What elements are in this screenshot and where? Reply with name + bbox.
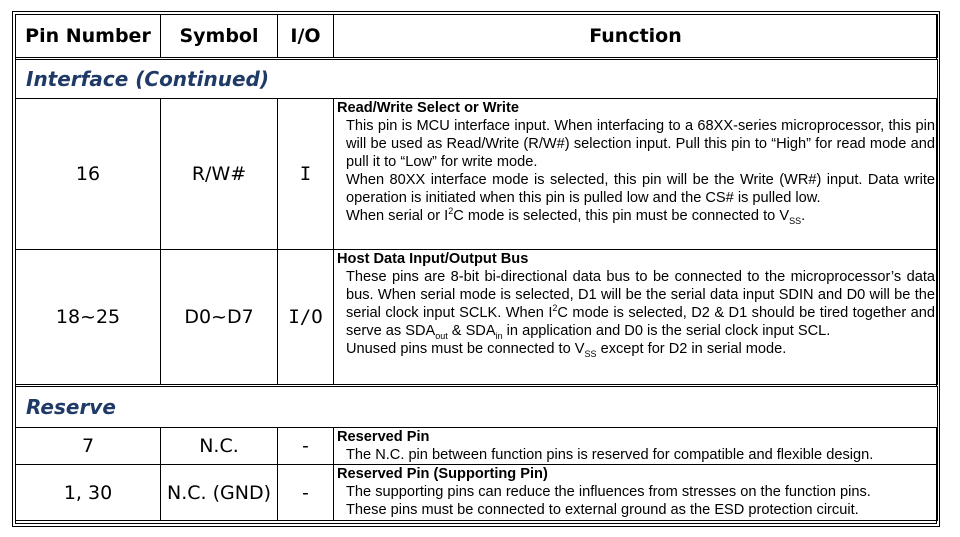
header-pin-number: Pin Number	[16, 15, 161, 59]
io-cell: -	[278, 428, 334, 465]
table-row	[16, 99, 938, 250]
symbol-cell: N.C. (GND)	[161, 465, 278, 521]
function-title: Read/Write Select or Write	[337, 100, 519, 116]
function-text: Unused pins must be connected to $V_{SS}$ except for D2 in serial mode.	[346, 341, 787, 359]
section-row-interface	[16, 59, 938, 99]
function-text: The N.C. pin between function pins is reserved for compatible and flexible design.	[346, 447, 874, 463]
pin-number-cell: 7	[16, 428, 161, 465]
function-title: Reserved Pin (Supporting Pin)	[337, 466, 548, 482]
io-cell: -	[278, 465, 334, 521]
table-row	[16, 465, 938, 521]
header-io: I/O	[278, 15, 334, 59]
section-row-reserve	[16, 386, 938, 428]
function-text: These pins must be connected to external ground as the ESD protection circuit.	[346, 502, 859, 518]
function-text: This pin is MCU interface input. When interfacing to a 68XX-series microprocessor, this pin will be used as Read/Write (R/W#) selection input. Pull this pin to “High” for read mode and pull it to “Low” for write mode.	[346, 118, 935, 170]
symbol-cell: N.C.	[161, 428, 278, 465]
section-title-interface: Interface (Continued)	[26, 67, 269, 91]
function-text: When 80XX interface mode is selected, this pin will be the Write (WR#) input. Data write operation is initiated when this pin is pulled low and the CS# is pulled low.	[346, 172, 935, 206]
function-cell	[334, 250, 938, 386]
function-cell	[334, 428, 938, 465]
io-cell: I/O	[278, 250, 334, 386]
table-row	[16, 428, 938, 465]
function-title: Reserved Pin	[337, 429, 430, 445]
header-symbol: Symbol	[161, 15, 278, 59]
section-title-reserve: Reserve	[26, 395, 116, 419]
header-row	[16, 15, 938, 59]
header-function: Function	[334, 15, 938, 59]
function-title: Host Data Input/Output Bus	[337, 251, 529, 267]
symbol-cell: D0~D7	[161, 250, 278, 386]
io-cell: I	[278, 99, 334, 250]
function-cell	[334, 465, 938, 521]
function-text: When serial or $I^2C$ mode is selected, this pin must be connected to $V_{SS}$.	[346, 206, 806, 226]
pin-number-cell: 16	[16, 99, 161, 250]
function-cell	[334, 99, 938, 250]
table-row	[16, 250, 938, 386]
function-text: These pins are 8-bit bi-directional data bus to be connected to the microprocessor’s data bus. When serial mode is selected, D1 will be the serial data input SDIN and D0 will be the serial clock input SCLK. When $I^2C$ mode is selected, D2 & D1 should be tired together and serve as $SDA_{out}$ & $SDA_{in}$ in application and D0 is the serial clock input SCL.	[346, 269, 935, 341]
pin-number-cell: 1, 30	[16, 465, 161, 521]
pin-number-cell: 18~25	[16, 250, 161, 386]
pin-description-table	[15, 14, 938, 521]
function-text: The supporting pins can reduce the influences from stresses on the function pins.	[346, 484, 871, 500]
symbol-cell: R/W#	[161, 99, 278, 250]
